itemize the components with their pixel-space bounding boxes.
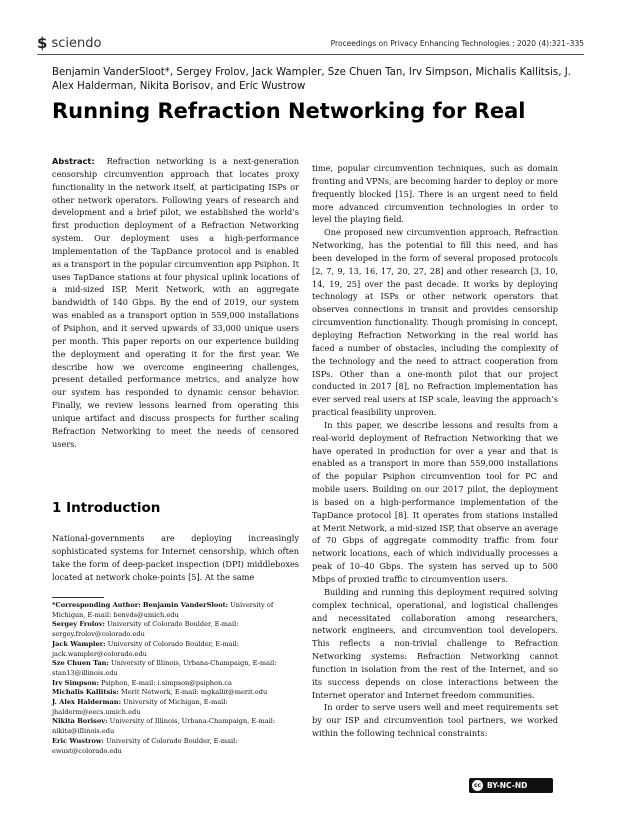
footnote-divider [52,597,104,598]
publisher-logo [37,34,101,52]
author-footnotes [52,601,299,756]
body-paragraph: Building and running this deployment required solving complex technical, operational, and logistical challenges and necessitated collaboration among researchers, network engineers, and circumvention tool developers. This reflects a non-trivial challenge to Refraction Networking systems: Refraction Networking cannot function in isolation from the rest of the Internet, and so its success depends on close interactions between the Internet operator and Internet freedom communities. [312,586,558,700]
right-column [312,162,558,740]
abstract-text: Refraction networking is a next-generation censorship circumvention approach that locates proxy functionality in the network itself, at participating ISPs or other network operators. Following years of research and development and a brief pilot, we established the world’s first production deployment of a Refraction Networking system. Our deployment uses a high-performance implementation of the TapDance protocol and is enabled as a transport in the popular circumvention app Psiphon. It uses TapDance stations at four physical uplink locations of a mid-sized ISP, Merit Network, with an aggregate bandwidth of 140 Gbps. By the end of 2019, our system was enabled as a transport option in 559,000 installations of Psiphon, and it served upwards of 33,000 unique users per month. This paper reports on our experience building the deployment and operating it for the first year. We describe how we overcome engineering challenges, present detailed performance metrics, and analyze how our system has responded to dynamic censor behavior. Finally, we review lessons learned from operating this unique artifact and discuss prospects for further scaling Refraction Networking to meet the needs of censored users. [52,156,299,449]
body-paragraph: In this paper, we describe lessons and results from a real-world deployment of Refraction Networking that we have operated in production for over a year and that is enabled as a transport in more than 559,000 installations of the popular Psiphon circumvention tool for PC and mobile users. Building on our 2017 pilot, the deployment is based on a high-performance implementation of the TapDance protocol [8]. It operates from stations installed at Merit Network, a mid-sized ISP, that observe an average of 70 Gbps of aggregate commodity traffic from four network locations, each of which individually processes a peak of 10–40 Gbps. The system has served up to 500 Mbps of proxied traffic to circumvention users. [312,419,558,584]
body-paragraph: time, popular circumvention techniques, such as domain fronting and VPNs, are becoming harder to deploy or more frequently blocked [15]. There is an urgent need to field more advanced circumvention technologies in order to level the playing field. [312,163,559,225]
cc-license-badge [469,778,553,793]
page-header [37,34,584,52]
footnote-item: *Corresponding Author: Benjamin VanderSloot: University of Michigan, E-mail: benvds@umich.edu [52,601,274,619]
abstract-label: Abstract: [52,156,95,166]
paper-title: Running Refraction Networking for Real [52,99,526,123]
license-text: BY-NC-ND [487,781,528,790]
author-list: Benjamin VanderSloot*, Sergey Frolov, Jack Wampler, Sze Chuen Tan, Irv Simpson, Michalis Kallitsis, J. Alex Halderman, Nikita Borisov, and Eric Wustrow [52,67,571,92]
footnote-item: J. Alex Halderman: University of Michigan, E-mail: jhalderm@eecs.umich.edu [52,698,228,716]
section-heading: 1 Introduction [52,500,161,516]
intro-paragraph [52,532,299,583]
footnote-item: Nikita Borisov: University of Illinois, Urbana-Champaign, E-mail: nikita@illinois.edu [52,717,276,736]
footnote-item: Irv Simpson: Psiphon, E-mail: i.simpson@psiphon.ca [52,678,232,687]
dollar-s-icon: $ [37,34,48,52]
footnote-item: Eric Wustrow: University of Colorado Boulder, E-mail: ewust@colorado.edu [52,736,238,755]
abstract [52,155,299,450]
journal-citation: Proceedings on Privacy Enhancing Technologies ; 2020 (4):321–335 [330,38,584,48]
header-divider [37,54,584,55]
footnote-item: Jack Wampler: University of Colorado Boulder, E-mail: jack.wampler@colorado.edu [52,639,240,658]
body-paragraph: One proposed new circumvention approach, Refraction Networking, has the potential to fill this need, and has been developed in the form of several proposed protocols [2, 7, 9, 13, 16, 17, 20, 27, 28] and other research [3, 10, 14, 19, 25] over the past decade. It works by deploying technology at ISPs or other network operators that observes connections in transit and provides censorship circumvention functionality. Though promising in concept, deploying Refraction Networking in the real world has faced a number of obstacles, including the complexity of the technology and the need to attract cooperation from ISPs. Other than a one-month pilot that our project conducted in 2017 [8], no Refraction implementation has ever served real users at ISP scale, leaving the approach’s practical feasibility unproven. [312,227,558,418]
intro-text: National-governments are deploying increasingly sophisticated systems for Internet censorship, which often take the form of deep-packet inspection (DPI) middleboxes located at network choke-points [5]. At the same [52,533,299,582]
body-paragraph: In order to serve users well and meet requirements set by our ISP and circumvention tool partners, we worked within the following technical constraints: [312,702,558,739]
footnote-item: Sergey Frolov: University of Colorado Boulder, E-mail: sergey.frolov@colorado.edu [52,620,239,639]
creative-commons-icon: cc [473,782,482,789]
footnote-item: Michalis Kallitsis: Merit Network, E-mail: mgkallit@merit.edu [52,688,268,697]
footnote-item: Sze Chuen Tan: University of Illinois, Urbana-Champaign, E-mail: stan13@illinois.edu [52,659,277,677]
publisher-name: sciendo [51,35,102,51]
